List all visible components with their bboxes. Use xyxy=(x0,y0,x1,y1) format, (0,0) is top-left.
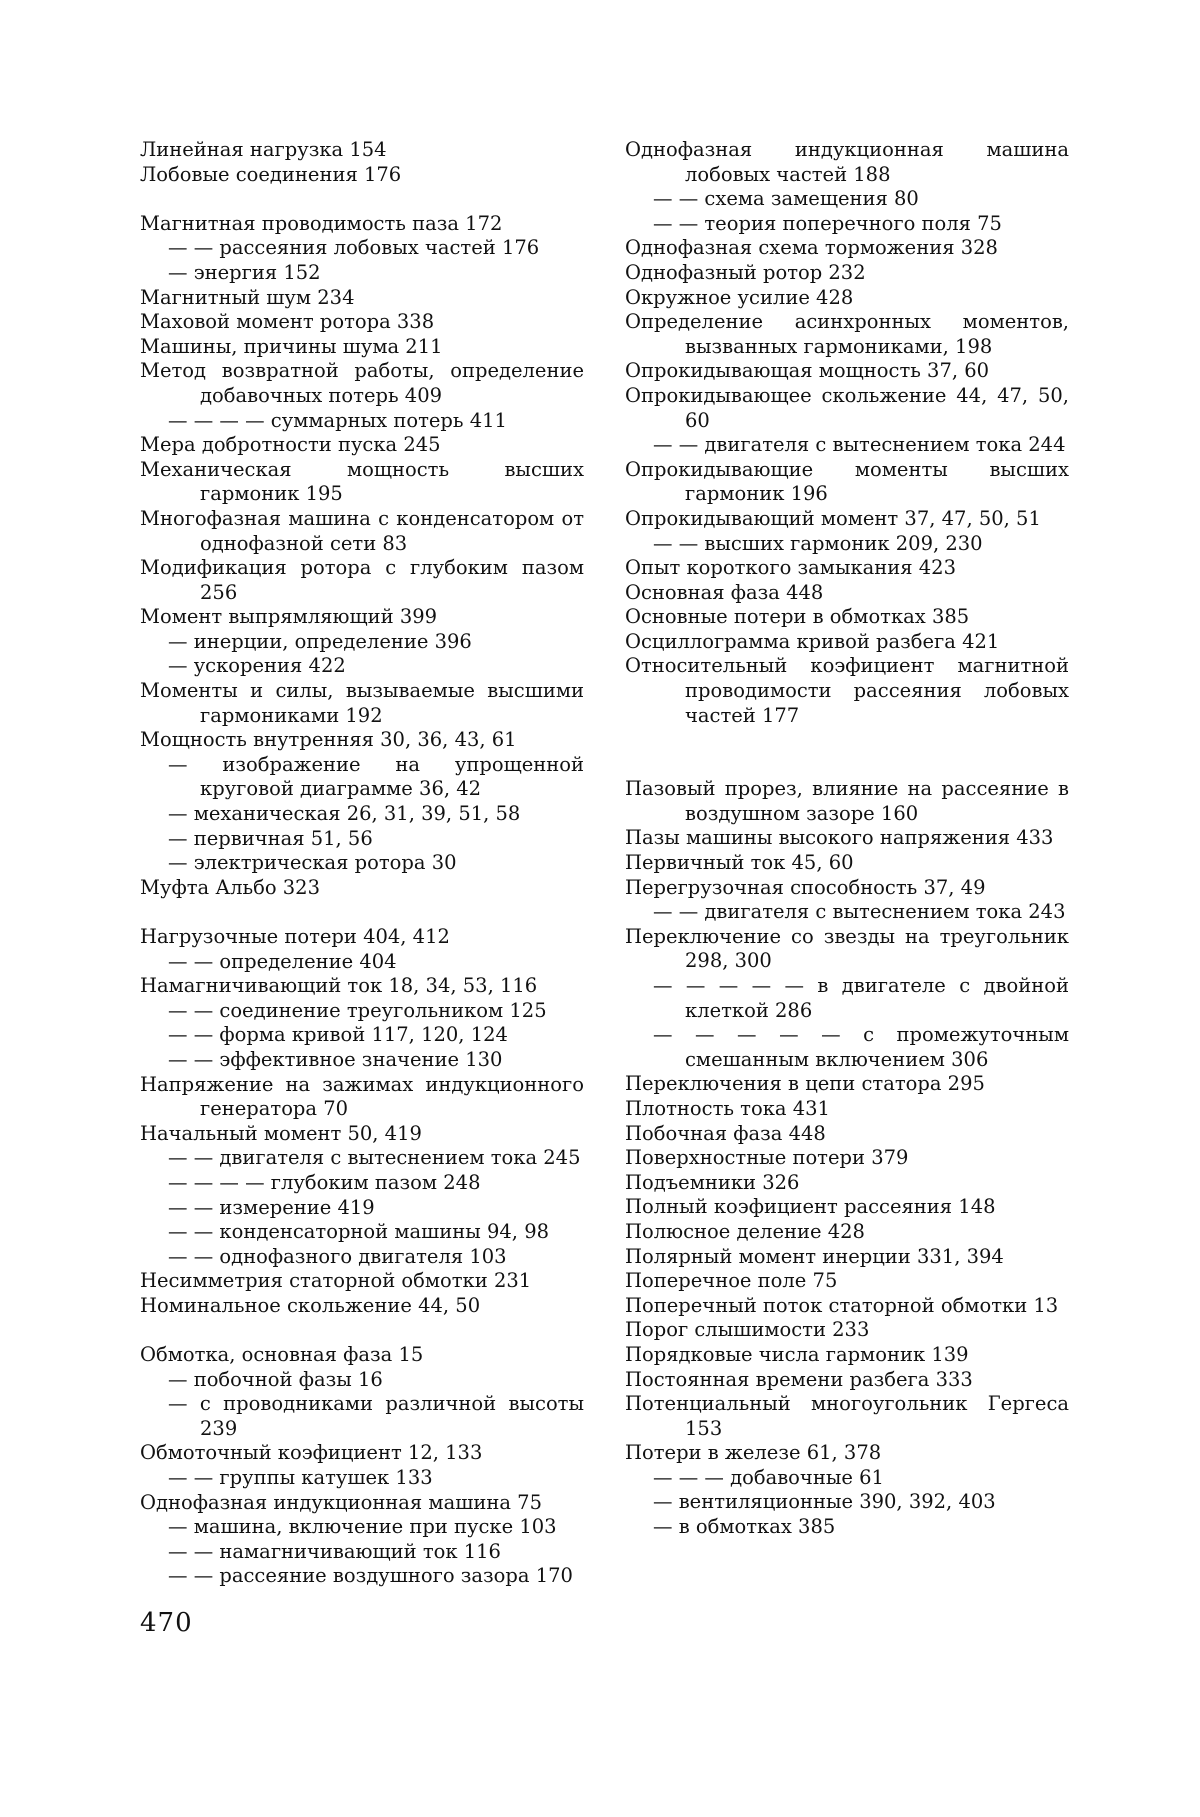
index-entry: Магнитная проводимость паза 172 xyxy=(140,211,503,235)
section-gap xyxy=(625,728,1069,777)
index-subentry: — энергия 152 xyxy=(168,260,321,284)
index-entry: Опрокидывающее скольжение 44, 47, 50, 60 xyxy=(625,383,1069,432)
index-subentry: — — измерение 419 xyxy=(168,1195,375,1219)
index-subentry: — вентиляционные 390, 392, 403 xyxy=(653,1490,996,1514)
index-entry: Окружное усилие 428 xyxy=(625,285,854,309)
index-subentry: — с проводниками различной высоты 239 xyxy=(168,1392,584,1440)
index-entry: Многофазная машина с конденсатором от однофазной сети 83 xyxy=(140,506,584,555)
index-entry: Порядковые числа гармоник 139 xyxy=(625,1342,969,1366)
index-entry: Переключение со звезды на треугольник 298, 300 xyxy=(625,924,1069,973)
index-entry: Маховой момент ротора 338 xyxy=(140,310,435,334)
index-subentry: — — соединение треугольником 125 xyxy=(168,998,547,1022)
index-entry: Полярный момент инерции 331, 394 xyxy=(625,1244,1004,1268)
index-subentry: — — однофазного двигателя 103 xyxy=(168,1244,507,1268)
index-entry: Нагрузочные потери 404, 412 xyxy=(140,925,450,948)
index-subentry: — — двигателя с вытеснением тока 243 xyxy=(653,900,1066,924)
index-entry: Начальный момент 50, 419 xyxy=(140,1121,422,1145)
index-entry: Метод возвратной работы, определение добавочных потерь 409 xyxy=(140,359,584,407)
index-subentry: — побочной фазы 16 xyxy=(168,1367,383,1391)
index-entry: Опрокидывающий момент 37, 47, 50, 51 xyxy=(625,506,1041,530)
index-entry: Поперечный поток статорной обмотки 13 xyxy=(625,1293,1059,1317)
index-entry: Побочная фаза 448 xyxy=(625,1121,826,1145)
index-subentry: — — группы катушек 133 xyxy=(168,1466,433,1490)
index-entry: Лобовые соединения 176 xyxy=(140,162,402,186)
index-entry: Намагничивающий ток 18, 34, 53, 116 xyxy=(140,974,538,998)
index-entry: Первичный ток 45, 60 xyxy=(625,851,854,875)
index-subentry: — — — — суммарных потерь 411 xyxy=(168,408,507,432)
index-entry: Машины, причины шума 211 xyxy=(140,334,443,358)
index-entry: Перегрузочная способность 37, 49 xyxy=(625,875,986,899)
index-entry: Постоянная времени разбега 333 xyxy=(625,1367,973,1391)
index-subentry: — — теория поперечного поля 75 xyxy=(653,211,1002,235)
index-entry: Поперечное поле 75 xyxy=(625,1269,838,1293)
index-entry: Напряжение на зажимах индукционного генератора 70 xyxy=(140,1072,584,1121)
index-subentry: — инерции, определение 396 xyxy=(168,629,472,653)
index-entry: Момент выпрямляющий 399 xyxy=(140,605,438,629)
index-entry: Относительный коэфициент магнитной проводимости рассеяния лобовых частей 177 xyxy=(625,654,1069,727)
index-entry: Плотность тока 431 xyxy=(625,1096,830,1120)
index-entry: Определение асинхронных моментов, вызванных гармониками, 198 xyxy=(625,310,1069,358)
index-entry: Однофазная схема торможения 328 xyxy=(625,236,998,260)
index-entry: Осциллограмма кривой разбега 421 xyxy=(625,629,1000,653)
index-subentry: — — двигателя с вытеснением тока 245 xyxy=(168,1146,581,1170)
index-entry: Несимметрия статорной обмотки 231 xyxy=(140,1269,532,1293)
index-entry: Механическая мощность высших гармоник 195 xyxy=(140,457,584,506)
index-subentry: — — — — глубоким пазом 248 xyxy=(168,1170,481,1194)
index-subentry: — — эффективное значение 130 xyxy=(168,1047,503,1071)
index-entry: Полный коэфициент рассеяния 148 xyxy=(625,1195,996,1219)
index-entry: Опрокидывающая мощность 37, 60 xyxy=(625,359,990,383)
index-entry: Однофазная индукционная машина 75 xyxy=(140,1490,542,1514)
index-subentry: — машина, включение при пуске 103 xyxy=(168,1515,557,1539)
index-entry: Порог слышимости 233 xyxy=(625,1318,870,1342)
index-subentry: — — схема замещения 80 xyxy=(653,187,919,211)
section-gap xyxy=(140,900,584,925)
index-entry: Опыт короткого замыкания 423 xyxy=(625,556,956,580)
index-entry: Линейная нагрузка 154 xyxy=(140,138,387,161)
index-subentry: — — — добавочные 61 xyxy=(653,1465,884,1489)
index-entry: Обмоточный коэфициент 12, 133 xyxy=(140,1441,483,1465)
index-entry: Магнитный шум 234 xyxy=(140,285,355,309)
index-entry: Потери в железе 61, 378 xyxy=(625,1441,882,1465)
index-entry: Основные потери в обмотках 385 xyxy=(625,605,970,629)
index-entry: Переключения в цепи статора 295 xyxy=(625,1072,985,1096)
index-entry: Мощность внутренняя 30, 36, 43, 61 xyxy=(140,728,517,752)
index-subentry: — — двигателя с вытеснением тока 244 xyxy=(653,433,1066,457)
index-subentry: — изображение на упрощенной круговой диаграмме 36, 42 xyxy=(168,752,584,801)
index-entry: Пазовый прорез, влияние на рассеяние в воздушном зазоре 160 xyxy=(625,777,1069,825)
index-entry: Муфта Альбо 323 xyxy=(140,875,320,899)
index-entry: Подъемники 326 xyxy=(625,1170,800,1194)
section-gap xyxy=(140,1319,584,1344)
index-subentry: — — форма кривой 117, 120, 124 xyxy=(168,1023,508,1047)
index-entry: Поверхностные потери 379 xyxy=(625,1146,909,1170)
index-subentry: — — намагничивающий ток 116 xyxy=(168,1539,501,1563)
index-entry: Модификация ротора с глубоким пазом 256 xyxy=(140,556,584,604)
index-entry: Номинальное скольжение 44, 50 xyxy=(140,1293,481,1317)
index-subentry: — ускорения 422 xyxy=(168,654,346,678)
index-subentry: — — рассеяние воздушного зазора 170 xyxy=(168,1564,573,1588)
index-entry: Мера добротности пуска 245 xyxy=(140,433,441,457)
index-subentry: — — рассеяния лобовых частей 176 xyxy=(168,236,540,260)
index-subentry: — в обмотках 385 xyxy=(653,1515,836,1539)
index-subentry: — — — — — с промежуточным смешанным включением 306 xyxy=(653,1023,1069,1071)
index-entry: Основная фаза 448 xyxy=(625,580,824,604)
index-subentry: — первичная 51, 56 xyxy=(168,826,373,850)
index-subentry: — — конденсаторной машины 94, 98 xyxy=(168,1220,550,1244)
index-entry: Моменты и силы, вызываемые высшими гармониками 192 xyxy=(140,679,584,727)
index-entry: Однофазный ротор 232 xyxy=(625,260,866,284)
index-subentry: — — высших гармоник 209, 230 xyxy=(653,531,983,555)
index-entry: Пазы машины высокого напряжения 433 xyxy=(625,826,1054,850)
index-entry: Однофазная индукционная машина лобовых частей 188 xyxy=(625,138,1069,186)
index-subentry: — — — — — в двигателе с двойной клеткой 286 xyxy=(653,974,1069,1022)
index-entry: Опрокидывающие моменты высших гармоник 196 xyxy=(625,457,1069,506)
index-entry: Потенциальный многоугольник Гергеса 153 xyxy=(625,1392,1069,1440)
page-number: 470 xyxy=(140,1608,193,1638)
index-column-left xyxy=(140,138,584,1589)
index-entry: Обмотка, основная фаза 15 xyxy=(140,1343,424,1367)
index-subentry: — — определение 404 xyxy=(168,949,397,973)
section-gap xyxy=(140,187,584,212)
index-column-right xyxy=(625,138,1069,1540)
index-entry: Полюсное деление 428 xyxy=(625,1219,865,1243)
index-subentry: — электрическая ротора 30 xyxy=(168,851,457,875)
index-subentry: — механическая 26, 31, 39, 51, 58 xyxy=(168,802,521,826)
